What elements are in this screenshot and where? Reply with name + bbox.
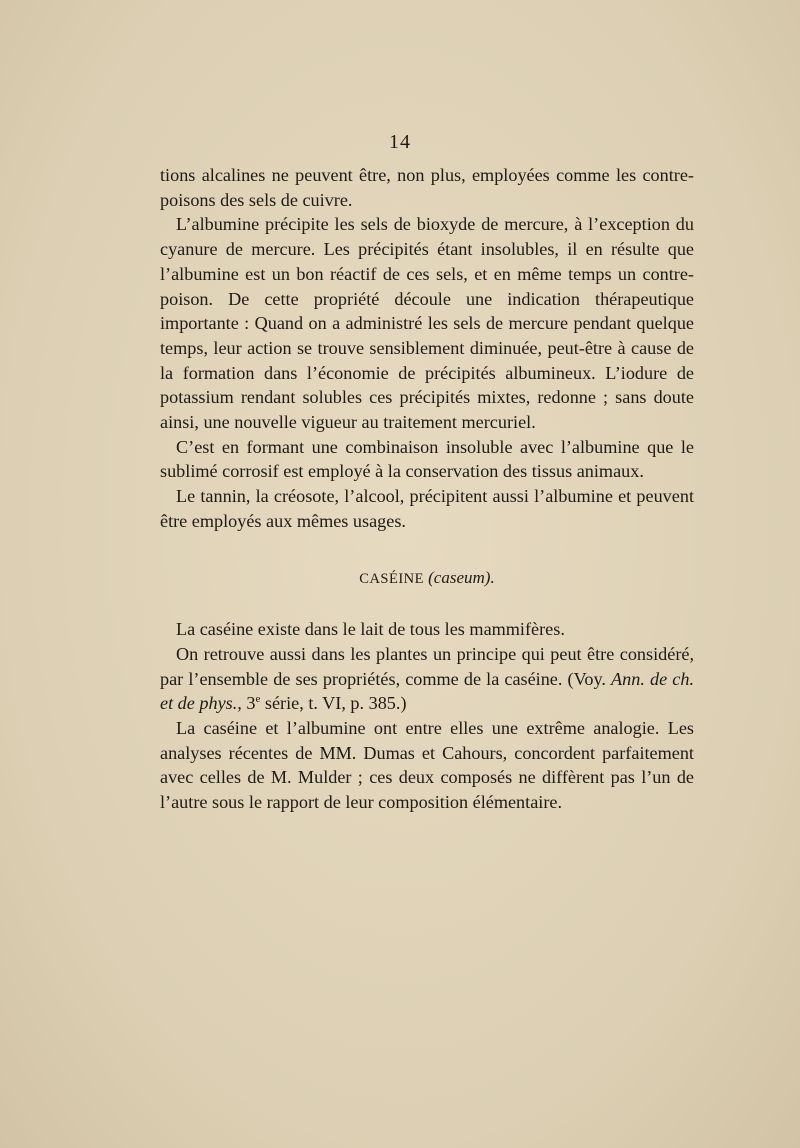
journal-reference: Ann. de ch. et de phys., — [160, 668, 694, 714]
section-latin-name: (caseum). — [428, 567, 495, 587]
paragraph-caseine-albumine: La caséine et l’albumine ont entre elles une extrême analogie. Les analyses récentes de MM. Dumas et Cahours, concordent parfaitement avec celles de M. Mulder ; ces deux composés ne diffèrent pas l’un de l’autre sous le rapport de leur composition élémentaire. — [160, 718, 694, 813]
page-number: 14 — [389, 131, 411, 153]
paragraph-caseine-plantes — [160, 642, 694, 716]
paragraph-sublime-corrosif: C’est en formant une combinaison insoluble avec l’albumine que le sublimé corrosif est employé à la conservation des tissus animaux. — [160, 436, 694, 482]
paragraph-caseine-lait: La caséine existe dans le lait de tous les mammifères. — [176, 619, 565, 640]
paragraph-tannin: Le tannin, la créosote, l’alcool, précipitent aussi l’albumine et peuvent être employés aux mêmes usages. — [160, 486, 694, 531]
paragraph-continuation: tions alcalines ne peuvent être, non plus, employées comme les contre-poisons des sels de cuivre. — [160, 165, 694, 210]
paragraph-caseine-plantes-end: série, t. VI, p. 385.) — [264, 693, 407, 714]
series-superscript: e — [255, 693, 261, 706]
series-number: 3 — [246, 693, 256, 714]
paragraph-albumine-mercure: L’albumine précipite les sels de bioxyde de mercure, à l’exception du cyanure de mercure. Les précipités étant insolubles, il en résulte que l’albumine est un bon réactif de ces sels, et en même temps un contre-poison. De cette propriété découle une indication thérapeutique importante : Quand on a administré les sels de mercure pendant quelque temps, leur action se trouve sensiblement diminuée, peut-être à cause de la formation dans l’économie de précipités albumineux. L’iodure de potassium rendant solubles ces précipités mixtes, redonne ; sans doute ainsi, une nouvelle vigueur au traitement mercuriel. — [160, 214, 694, 433]
section-heading — [160, 566, 694, 592]
paragraph-caseine-plantes-start: On retrouve aussi dans les plantes un principe qui peut être considéré, par l’ensemble de ses propriétés, comme de la caséine. (Voy. — [160, 643, 694, 689]
section-title: CASÉINE — [359, 570, 425, 587]
body-text — [160, 163, 694, 815]
